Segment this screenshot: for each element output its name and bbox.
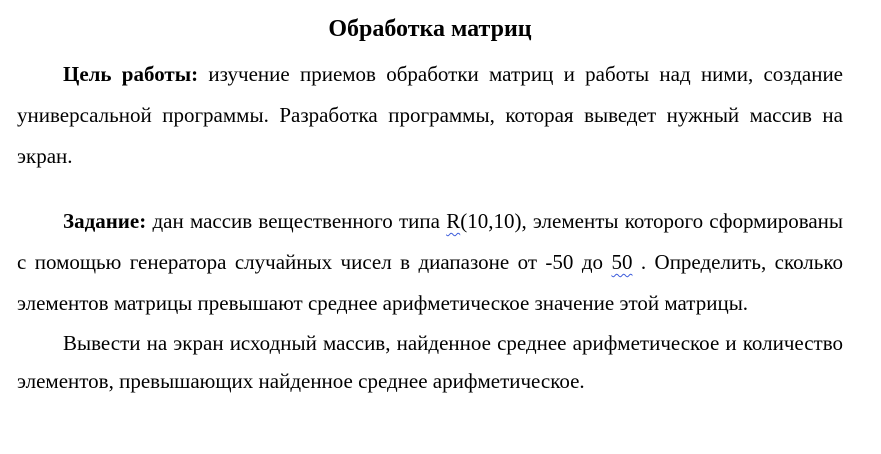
task-text-middle: (10,10), элементы которого сформированы с помощью генератора случайных чисел в диапазоне от -50 до [17, 209, 844, 274]
goal-text: изучение приемов обработки матриц и работы над ними, создание универсальной программы. Разработка программы, которая выведет нужный массив на экран. [17, 62, 844, 168]
task-label: Задание: [63, 209, 147, 233]
task-text-after: . Определить, сколько элементов матрицы превышают среднее арифметическое значение этой матрицы. [17, 250, 843, 315]
task-text-before: дан массив вещественного типа [146, 209, 447, 233]
task-paragraph [17, 201, 843, 324]
output-text: Вывести на экран исходный массив, найденное среднее арифметическое и количество элементов, превышающих найденное среднее арифметическое. [17, 331, 843, 393]
goal-paragraph [17, 54, 843, 177]
document-title: Обработка матриц [328, 16, 532, 42]
goal-label: Цель работы: [63, 62, 199, 86]
output-paragraph [17, 324, 843, 400]
upper-bound: 50 [611, 250, 633, 274]
matrix-letter: R [446, 209, 461, 233]
